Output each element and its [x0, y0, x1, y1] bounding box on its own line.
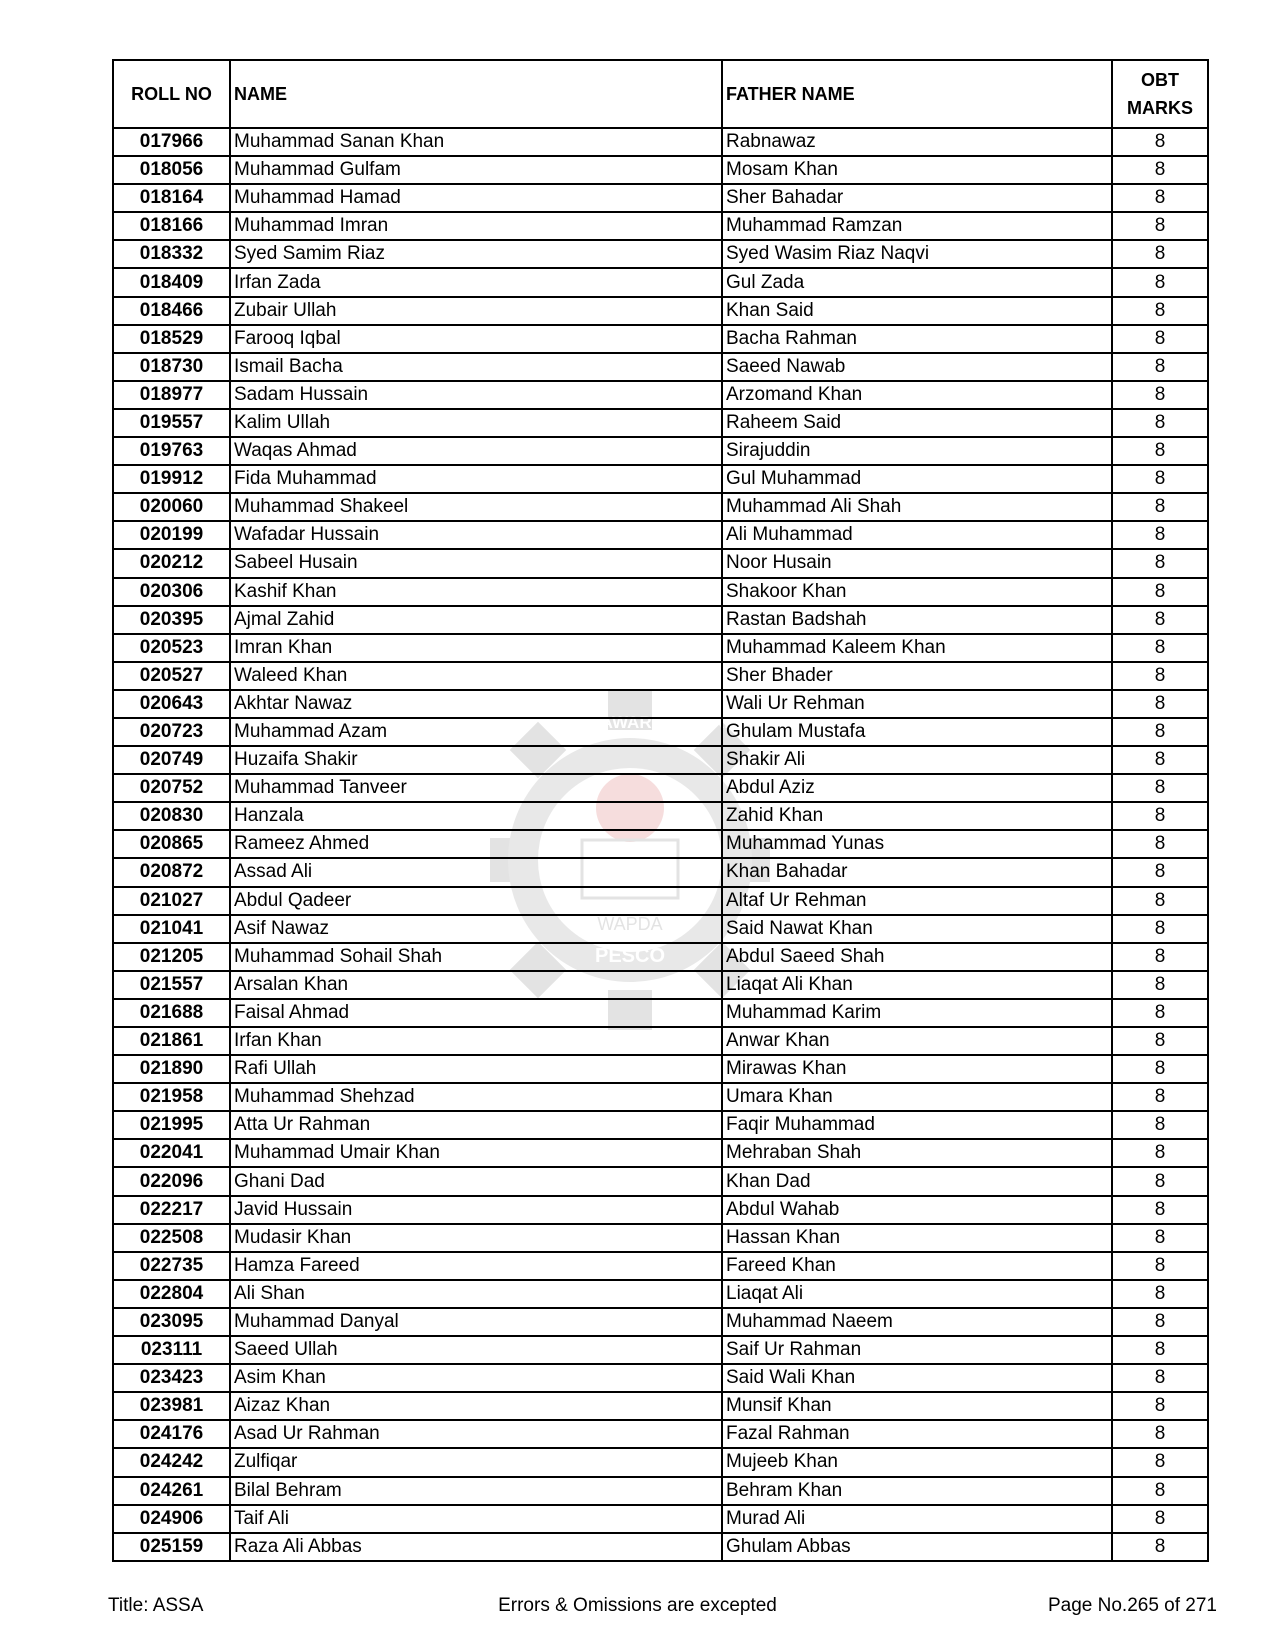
roll-no-cell: 021958	[113, 1083, 230, 1111]
roll-no-cell: 021995	[113, 1111, 230, 1139]
marks-cell: 8	[1112, 381, 1208, 409]
name-cell: Muhammad Danyal	[230, 1308, 722, 1336]
father-name-cell: Sirajuddin	[722, 437, 1112, 465]
table-row	[113, 212, 1208, 240]
table-row	[113, 1448, 1208, 1476]
roll-no-cell: 021557	[113, 971, 230, 999]
table-row	[113, 971, 1208, 999]
table-row	[113, 943, 1208, 971]
roll-no-cell: 018166	[113, 212, 230, 240]
marks-cell: 8	[1112, 1027, 1208, 1055]
marks-cell: 8	[1112, 1308, 1208, 1336]
roll-no-cell: 023095	[113, 1308, 230, 1336]
marks-cell: 8	[1112, 156, 1208, 184]
father-name-cell: Ali Muhammad	[722, 521, 1112, 549]
marks-cell: 8	[1112, 774, 1208, 802]
name-cell: Hamza Fareed	[230, 1252, 722, 1280]
document-title: Title: ASSA	[108, 1595, 204, 1616]
marks-cell: 8	[1112, 1336, 1208, 1364]
father-name-cell: Altaf Ur Rehman	[722, 887, 1112, 915]
father-name-cell: Muhammad Ramzan	[722, 212, 1112, 240]
roll-no-cell: 020212	[113, 549, 230, 577]
father-name-cell: Khan Dad	[722, 1167, 1112, 1195]
father-name-cell: Sher Bhader	[722, 662, 1112, 690]
roll-no-cell: 022735	[113, 1252, 230, 1280]
name-cell: Waqas Ahmad	[230, 437, 722, 465]
table-row	[113, 409, 1208, 437]
watermark-wapda-text: WAPDA	[597, 914, 663, 934]
name-cell: Farooq Iqbal	[230, 325, 722, 353]
marks-cell: 8	[1112, 128, 1208, 156]
table-row	[113, 1224, 1208, 1252]
marks-cell: 8	[1112, 268, 1208, 296]
marks-cell: 8	[1112, 1083, 1208, 1111]
father-name-cell: Raheem Said	[722, 409, 1112, 437]
name-cell: Mudasir Khan	[230, 1224, 722, 1252]
name-cell: Arsalan Khan	[230, 971, 722, 999]
marks-cell: 8	[1112, 1196, 1208, 1224]
table-row	[113, 690, 1208, 718]
table-row	[113, 915, 1208, 943]
table-row	[113, 1420, 1208, 1448]
roll-no-cell: 021041	[113, 915, 230, 943]
roll-no-cell: 020199	[113, 521, 230, 549]
header-roll-no: ROLL NO	[113, 60, 230, 128]
roll-no-cell: 019557	[113, 409, 230, 437]
header-obt-marks	[1112, 60, 1208, 128]
father-name-cell: Fazal Rahman	[722, 1420, 1112, 1448]
marks-cell: 8	[1112, 465, 1208, 493]
marks-cell: 8	[1112, 549, 1208, 577]
table-row	[113, 1139, 1208, 1167]
disclaimer-text: Errors & Omissions are excepted	[498, 1595, 777, 1616]
father-name-cell: Muhammad Kaleem Khan	[722, 634, 1112, 662]
table-row	[113, 718, 1208, 746]
roll-no-cell: 018977	[113, 381, 230, 409]
table-row	[113, 662, 1208, 690]
page-number: Page No.265 of 271	[1047, 1595, 1217, 1616]
watermark-pesco-text: PESCO	[594, 945, 666, 967]
table-row	[113, 549, 1208, 577]
table-row	[113, 1083, 1208, 1111]
father-name-cell: Liaqat Ali Khan	[722, 971, 1112, 999]
roll-no-cell: 022041	[113, 1139, 230, 1167]
marks-cell: 8	[1112, 325, 1208, 353]
table-row	[113, 802, 1208, 830]
marks-cell: 8	[1112, 690, 1208, 718]
marks-cell: 8	[1112, 1055, 1208, 1083]
name-cell: Irfan Khan	[230, 1027, 722, 1055]
roll-no-cell: 020830	[113, 802, 230, 830]
table-row	[113, 353, 1208, 381]
marks-cell: 8	[1112, 1167, 1208, 1195]
table-row	[113, 381, 1208, 409]
roll-no-cell: 018529	[113, 325, 230, 353]
table-row	[113, 268, 1208, 296]
marks-cell: 8	[1112, 858, 1208, 886]
table-row	[113, 1280, 1208, 1308]
name-cell: Muhammad Sanan Khan	[230, 128, 722, 156]
roll-no-cell: 020523	[113, 634, 230, 662]
name-cell: Kalim Ullah	[230, 409, 722, 437]
name-cell: Faisal Ahmad	[230, 999, 722, 1027]
marks-cell: 8	[1112, 943, 1208, 971]
table-row	[113, 1167, 1208, 1195]
marks-cell: 8	[1112, 1364, 1208, 1392]
father-name-cell: Rabnawaz	[722, 128, 1112, 156]
name-cell: Rafi Ullah	[230, 1055, 722, 1083]
marks-cell: 8	[1112, 606, 1208, 634]
father-name-cell: Wali Ur Rehman	[722, 690, 1112, 718]
roll-no-cell: 019763	[113, 437, 230, 465]
name-cell: Hanzala	[230, 802, 722, 830]
table-row	[113, 578, 1208, 606]
table-row	[113, 128, 1208, 156]
name-cell: Muhammad Hamad	[230, 184, 722, 212]
marks-cell: 8	[1112, 184, 1208, 212]
marks-cell: 8	[1112, 999, 1208, 1027]
marks-cell: 8	[1112, 1420, 1208, 1448]
father-name-cell: Zahid Khan	[722, 802, 1112, 830]
father-name-cell: Shakoor Khan	[722, 578, 1112, 606]
name-cell: Muhammad Shakeel	[230, 493, 722, 521]
roll-no-cell: 018164	[113, 184, 230, 212]
marks-cell: 8	[1112, 521, 1208, 549]
roll-no-cell: 025159	[113, 1533, 230, 1561]
table-row	[113, 830, 1208, 858]
father-name-cell: Abdul Wahab	[722, 1196, 1112, 1224]
father-name-cell: Gul Zada	[722, 268, 1112, 296]
name-cell: Muhammad Shehzad	[230, 1083, 722, 1111]
marks-cell: 8	[1112, 1139, 1208, 1167]
father-name-cell: Khan Bahadar	[722, 858, 1112, 886]
roll-no-cell: 024261	[113, 1477, 230, 1505]
name-cell: Atta Ur Rahman	[230, 1111, 722, 1139]
name-cell: Raza Ali Abbas	[230, 1533, 722, 1561]
watermark-arc-text: PESHAWAR ELECTRIC SU	[554, 713, 770, 732]
name-cell: Muhammad Sohail Shah	[230, 943, 722, 971]
father-name-cell: Gul Muhammad	[722, 465, 1112, 493]
name-cell: Ghani Dad	[230, 1167, 722, 1195]
marks-cell: 8	[1112, 662, 1208, 690]
table-row	[113, 1055, 1208, 1083]
table-row	[113, 184, 1208, 212]
marks-cell: 8	[1112, 746, 1208, 774]
marks-cell: 8	[1112, 718, 1208, 746]
father-name-cell: Saeed Nawab	[722, 353, 1112, 381]
roll-no-cell: 022804	[113, 1280, 230, 1308]
father-name-cell: Arzomand Khan	[722, 381, 1112, 409]
marks-cell: 8	[1112, 437, 1208, 465]
roll-no-cell: 022217	[113, 1196, 230, 1224]
roll-no-cell: 021861	[113, 1027, 230, 1055]
table-row	[113, 297, 1208, 325]
table-row	[113, 1027, 1208, 1055]
marks-cell: 8	[1112, 1448, 1208, 1476]
marks-cell: 8	[1112, 1392, 1208, 1420]
father-name-cell: Said Nawat Khan	[722, 915, 1112, 943]
father-name-cell: Bacha Rahman	[722, 325, 1112, 353]
name-cell: Bilal Behram	[230, 1477, 722, 1505]
table-row	[113, 774, 1208, 802]
name-cell: Akhtar Nawaz	[230, 690, 722, 718]
father-name-cell: Syed Wasim Riaz Naqvi	[722, 240, 1112, 268]
name-cell: Muhammad Gulfam	[230, 156, 722, 184]
name-cell: Ali Shan	[230, 1280, 722, 1308]
marks-cell: 8	[1112, 887, 1208, 915]
table-row	[113, 325, 1208, 353]
name-cell: Waleed Khan	[230, 662, 722, 690]
father-name-cell: Abdul Aziz	[722, 774, 1112, 802]
marks-cell: 8	[1112, 802, 1208, 830]
header-obt-label: OBT	[1141, 70, 1179, 90]
table-row	[113, 521, 1208, 549]
roll-no-cell: 022508	[113, 1224, 230, 1252]
name-cell: Syed Samim Riaz	[230, 240, 722, 268]
father-name-cell: Muhammad Yunas	[722, 830, 1112, 858]
father-name-cell: Mujeeb Khan	[722, 1448, 1112, 1476]
father-name-cell: Muhammad Ali Shah	[722, 493, 1112, 521]
father-name-cell: Faqir Muhammad	[722, 1111, 1112, 1139]
marks-cell: 8	[1112, 830, 1208, 858]
father-name-cell: Rastan Badshah	[722, 606, 1112, 634]
name-cell: Asif Nawaz	[230, 915, 722, 943]
name-cell: Javid Hussain	[230, 1196, 722, 1224]
table-row	[113, 1364, 1208, 1392]
marks-cell: 8	[1112, 1533, 1208, 1561]
table-row	[113, 1392, 1208, 1420]
table-row	[113, 493, 1208, 521]
father-name-cell: Muhammad Naeem	[722, 1308, 1112, 1336]
table-row	[113, 999, 1208, 1027]
father-name-cell: Ghulam Mustafa	[722, 718, 1112, 746]
roll-no-cell: 018730	[113, 353, 230, 381]
roll-no-cell: 020872	[113, 858, 230, 886]
father-name-cell: Mehraban Shah	[722, 1139, 1112, 1167]
marks-cell: 8	[1112, 578, 1208, 606]
roll-no-cell: 023111	[113, 1336, 230, 1364]
name-cell: Muhammad Umair Khan	[230, 1139, 722, 1167]
roll-no-cell: 024906	[113, 1505, 230, 1533]
father-name-cell: Behram Khan	[722, 1477, 1112, 1505]
name-cell: Muhammad Azam	[230, 718, 722, 746]
name-cell: Asim Khan	[230, 1364, 722, 1392]
roll-no-cell: 017966	[113, 128, 230, 156]
roll-no-cell: 023423	[113, 1364, 230, 1392]
marks-cell: 8	[1112, 353, 1208, 381]
table-row	[113, 1308, 1208, 1336]
father-name-cell: Abdul Saeed Shah	[722, 943, 1112, 971]
name-cell: Muhammad Imran	[230, 212, 722, 240]
header-name: NAME	[230, 60, 722, 128]
father-name-cell: Liaqat Ali	[722, 1280, 1112, 1308]
header-row	[113, 60, 1208, 128]
father-name-cell: Murad Ali	[722, 1505, 1112, 1533]
table-row	[113, 1196, 1208, 1224]
table-row	[113, 606, 1208, 634]
table-row	[113, 1477, 1208, 1505]
roll-no-cell: 021027	[113, 887, 230, 915]
roll-no-cell: 018409	[113, 268, 230, 296]
table-row	[113, 1252, 1208, 1280]
father-name-cell: Khan Said	[722, 297, 1112, 325]
roll-no-cell: 020060	[113, 493, 230, 521]
marks-cell: 8	[1112, 634, 1208, 662]
name-cell: Rameez Ahmed	[230, 830, 722, 858]
name-cell: Asad Ur Rahman	[230, 1420, 722, 1448]
roll-no-cell: 018056	[113, 156, 230, 184]
table-body	[113, 128, 1208, 1561]
name-cell: Wafadar Hussain	[230, 521, 722, 549]
marks-cell: 8	[1112, 915, 1208, 943]
marks-cell: 8	[1112, 971, 1208, 999]
roll-no-cell: 019912	[113, 465, 230, 493]
roll-no-cell: 022096	[113, 1167, 230, 1195]
marks-cell: 8	[1112, 297, 1208, 325]
roll-no-cell: 020723	[113, 718, 230, 746]
marks-cell: 8	[1112, 1477, 1208, 1505]
name-cell: Aizaz Khan	[230, 1392, 722, 1420]
name-cell: Imran Khan	[230, 634, 722, 662]
father-name-cell: Hassan Khan	[722, 1224, 1112, 1252]
table-row	[113, 1533, 1208, 1561]
father-name-cell: Saif Ur Rahman	[722, 1336, 1112, 1364]
table-row	[113, 858, 1208, 886]
roll-no-cell: 020752	[113, 774, 230, 802]
name-cell: Taif Ali	[230, 1505, 722, 1533]
name-cell: Kashif Khan	[230, 578, 722, 606]
marks-cell: 8	[1112, 1280, 1208, 1308]
roll-no-cell: 021890	[113, 1055, 230, 1083]
table-row	[113, 1336, 1208, 1364]
name-cell: Sadam Hussain	[230, 381, 722, 409]
father-name-cell: Noor Husain	[722, 549, 1112, 577]
father-name-cell: Ghulam Abbas	[722, 1533, 1112, 1561]
roll-no-cell: 018332	[113, 240, 230, 268]
roll-no-cell: 024242	[113, 1448, 230, 1476]
roll-no-cell: 021688	[113, 999, 230, 1027]
father-name-cell: Sher Bahadar	[722, 184, 1112, 212]
name-cell: Muhammad Tanveer	[230, 774, 722, 802]
name-cell: Zubair Ullah	[230, 297, 722, 325]
name-cell: Saeed Ullah	[230, 1336, 722, 1364]
header-marks-label: MARKS	[1127, 98, 1193, 118]
name-cell: Assad Ali	[230, 858, 722, 886]
roll-no-cell: 023981	[113, 1392, 230, 1420]
father-name-cell: Muhammad Karim	[722, 999, 1112, 1027]
table-row	[113, 240, 1208, 268]
marks-cell: 8	[1112, 212, 1208, 240]
roll-no-cell: 018466	[113, 297, 230, 325]
header-father-name: FATHER NAME	[722, 60, 1112, 128]
name-cell: Abdul Qadeer	[230, 887, 722, 915]
roll-no-cell: 020749	[113, 746, 230, 774]
name-cell: Fida Muhammad	[230, 465, 722, 493]
table-row	[113, 465, 1208, 493]
marks-cell: 8	[1112, 1505, 1208, 1533]
name-cell: Sabeel Husain	[230, 549, 722, 577]
father-name-cell: Shakir Ali	[722, 746, 1112, 774]
father-name-cell: Fareed Khan	[722, 1252, 1112, 1280]
father-name-cell: Munsif Khan	[722, 1392, 1112, 1420]
table-row	[113, 1505, 1208, 1533]
table-row	[113, 437, 1208, 465]
marks-cell: 8	[1112, 1252, 1208, 1280]
table-row	[113, 1111, 1208, 1139]
roll-no-cell: 024176	[113, 1420, 230, 1448]
father-name-cell: Said Wali Khan	[722, 1364, 1112, 1392]
roll-no-cell: 021205	[113, 943, 230, 971]
marks-cell: 8	[1112, 1224, 1208, 1252]
marks-cell: 8	[1112, 1111, 1208, 1139]
results-table	[112, 59, 1209, 1562]
name-cell: Irfan Zada	[230, 268, 722, 296]
father-name-cell: Umara Khan	[722, 1083, 1112, 1111]
marks-cell: 8	[1112, 240, 1208, 268]
table-row	[113, 746, 1208, 774]
roll-no-cell: 020395	[113, 606, 230, 634]
table-row	[113, 156, 1208, 184]
name-cell: Ajmal Zahid	[230, 606, 722, 634]
name-cell: Zulfiqar	[230, 1448, 722, 1476]
father-name-cell: Anwar Khan	[722, 1027, 1112, 1055]
roll-no-cell: 020643	[113, 690, 230, 718]
marks-cell: 8	[1112, 493, 1208, 521]
father-name-cell: Mirawas Khan	[722, 1055, 1112, 1083]
name-cell: Huzaifa Shakir	[230, 746, 722, 774]
table-row	[113, 634, 1208, 662]
father-name-cell: Mosam Khan	[722, 156, 1112, 184]
roll-no-cell: 020306	[113, 578, 230, 606]
roll-no-cell: 020527	[113, 662, 230, 690]
table-row	[113, 887, 1208, 915]
marks-cell: 8	[1112, 409, 1208, 437]
name-cell: Ismail Bacha	[230, 353, 722, 381]
roll-no-cell: 020865	[113, 830, 230, 858]
